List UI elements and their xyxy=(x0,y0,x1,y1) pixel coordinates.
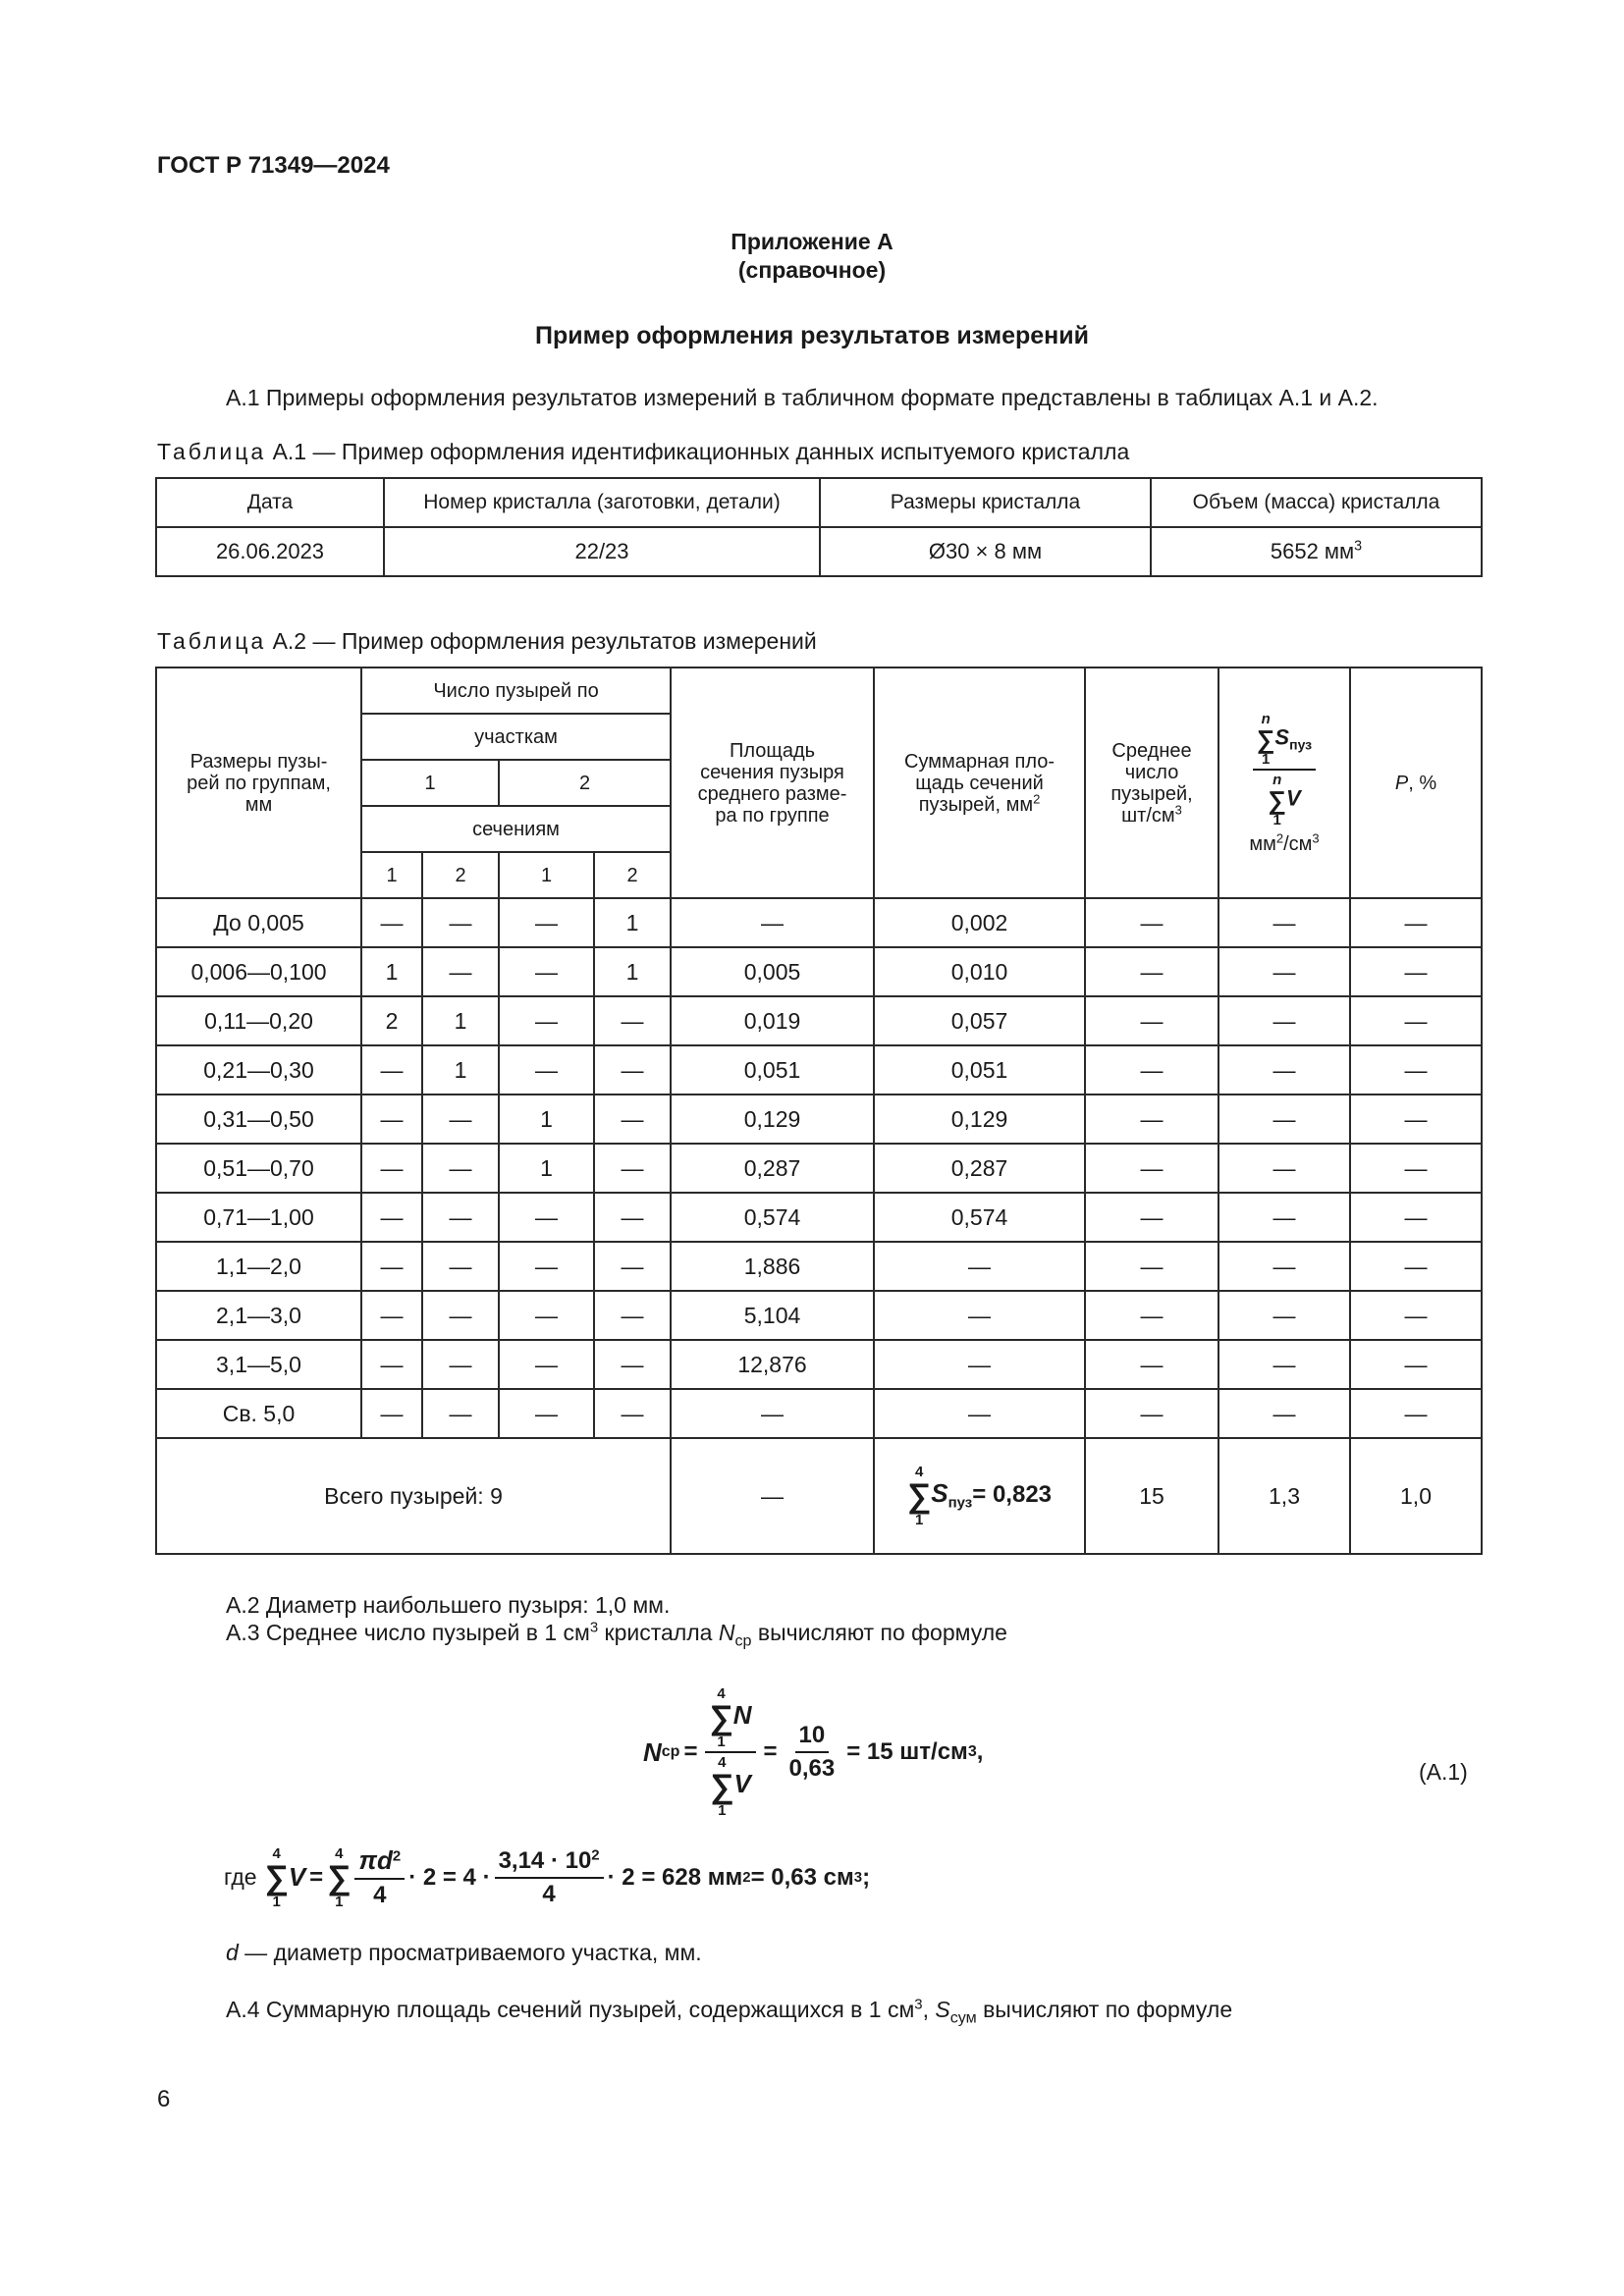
formula-lhs: N xyxy=(643,1736,662,1767)
table1-data-row xyxy=(156,527,1482,576)
sum-lower: 1 xyxy=(1261,750,1271,768)
table-row xyxy=(156,1045,1482,1095)
table1-cell xyxy=(1151,527,1482,576)
ratio-unit xyxy=(1219,829,1349,855)
sum-symbol xyxy=(907,1465,931,1527)
table-cell: — xyxy=(1085,1095,1218,1144)
table-cell: — xyxy=(1350,1340,1482,1389)
table-cell: 0,129 xyxy=(874,1095,1085,1144)
table2-header-ratio xyxy=(1218,667,1350,898)
header-line: пузырей, xyxy=(1110,782,1193,805)
table-cell: До 0,005 xyxy=(156,898,361,947)
table-cell: — xyxy=(874,1291,1085,1340)
fraction-numerator: 10 xyxy=(795,1722,830,1753)
unit-sup: 2 xyxy=(1275,829,1284,845)
sum-var: S xyxy=(931,1478,948,1509)
table-cell: — xyxy=(361,1340,422,1389)
table-cell: — xyxy=(1350,996,1482,1045)
header-line: ра по группе xyxy=(715,804,830,827)
table1-volume: 5652 мм xyxy=(1270,539,1355,563)
table1-cell: 22/23 xyxy=(384,527,820,576)
table-cell: — xyxy=(422,1144,499,1193)
paragraph-a3 xyxy=(157,1619,1479,1650)
a4-var: S xyxy=(935,1997,950,2022)
table-row xyxy=(156,996,1482,1045)
table2-header-average xyxy=(1085,667,1218,898)
header-line: щадь сечений xyxy=(915,772,1044,794)
where-word: где xyxy=(224,1864,257,1890)
header-text: шт/см xyxy=(1121,804,1175,827)
p-letter: P xyxy=(1394,772,1409,794)
table-cell: — xyxy=(874,1340,1085,1389)
table-cell: — xyxy=(1350,1144,1482,1193)
table-row xyxy=(156,898,1482,947)
formula-sup: 2 xyxy=(591,1845,600,1863)
table-cell: 0,002 xyxy=(874,898,1085,947)
a3-var: N xyxy=(718,1620,735,1645)
table1-volume-sup: 3 xyxy=(1354,538,1363,555)
table-cell: — xyxy=(422,898,499,947)
ratio-s: S xyxy=(1274,723,1290,749)
formula-result: = 15 шт/см xyxy=(846,1738,968,1765)
table-cell: 3,1—5,0 xyxy=(156,1340,361,1389)
unit-sup: 3 xyxy=(1312,829,1320,845)
sigma-icon: ∑ xyxy=(1256,723,1275,754)
sum-upper: 4 xyxy=(272,1844,281,1862)
table-cell: — xyxy=(361,1193,422,1242)
paragraph-a1 xyxy=(157,384,1479,411)
table-cell: — xyxy=(499,1193,594,1242)
table-cell: — xyxy=(361,1095,422,1144)
table-cell: — xyxy=(1350,1242,1482,1291)
table1-header: Размеры кристалла xyxy=(820,478,1151,527)
table-cell: Св. 5,0 xyxy=(156,1389,361,1438)
table2-header-count: Число пузырей по xyxy=(361,667,671,714)
table-cell: 1 xyxy=(361,947,422,996)
table-cell: — xyxy=(671,1389,874,1438)
table-cell: — xyxy=(1085,1193,1218,1242)
table2-header-area-1: 1 xyxy=(361,760,499,806)
fraction-numerator xyxy=(705,1686,755,1753)
table-cell: — xyxy=(1218,1144,1350,1193)
table2-caption xyxy=(157,627,1479,655)
sum-symbol xyxy=(710,1755,733,1818)
sum-upper: 4 xyxy=(914,1464,924,1480)
table-cell: — xyxy=(422,1340,499,1389)
sum-upper: 4 xyxy=(718,1754,727,1771)
table-cell: — xyxy=(1350,1095,1482,1144)
table-cell: — xyxy=(594,1095,671,1144)
table-cell: — xyxy=(594,1389,671,1438)
table-cell: — xyxy=(499,898,594,947)
table1-header: Дата xyxy=(156,478,384,527)
table-cell: — xyxy=(1218,1095,1350,1144)
table-cell: — xyxy=(422,1389,499,1438)
header-line: число xyxy=(1124,761,1179,783)
table2-header-section: 1 xyxy=(361,852,422,898)
table-row xyxy=(156,947,1482,996)
formula-a1: N ср = 4 ∑ 1 N 4 ∑ 1 V = $\frac{10}{0,63}$ = 15 шт/см 3 , xyxy=(643,1685,984,1819)
table-cell: — xyxy=(1350,1389,1482,1438)
table-cell: 0,129 xyxy=(671,1095,874,1144)
appendix-title: Приложение А xyxy=(731,229,893,254)
table-cell: — xyxy=(1350,1193,1482,1242)
table-cell: — xyxy=(361,1144,422,1193)
table-cell: — xyxy=(594,1340,671,1389)
table-cell: — xyxy=(361,1242,422,1291)
formula-where: где 4 ∑ 1 V = 4 ∑ 1 $\frac{\pi d^2}{4}$ · 2 = 4 · $\frac{3,14 \cdot 10^2}{4}$ · 2 = 628 мм 2 = 0,63 см 3 ; xyxy=(224,1844,871,1910)
sum-var-sub: пуз xyxy=(947,1494,973,1512)
table-cell: — xyxy=(1085,1045,1218,1095)
a4-sup: 3 xyxy=(914,1996,923,2013)
formula-fraction-2 xyxy=(785,1722,839,1783)
table-row xyxy=(156,1144,1482,1193)
fraction-denominator: 0,63 xyxy=(788,1755,836,1782)
paragraph-a4 xyxy=(157,1996,1479,2027)
fraction-denominator: 4 xyxy=(373,1882,387,1908)
table-cell: 0,21—0,30 xyxy=(156,1045,361,1095)
table-cell: 0,005 xyxy=(671,947,874,996)
table-cell: 2,1—3,0 xyxy=(156,1291,361,1340)
d-var: d xyxy=(226,1940,239,1965)
table-cell: — xyxy=(422,1095,499,1144)
sum-symbol xyxy=(265,1846,289,1909)
header-line xyxy=(875,790,1084,816)
table-cell: — xyxy=(1218,1291,1350,1340)
appendix-note: (справочное) xyxy=(737,257,887,283)
header-text: пузырей, мм xyxy=(918,793,1034,816)
sigma-icon: ∑ xyxy=(907,1477,932,1515)
sigma-icon: ∑ xyxy=(264,1858,289,1896)
table-cell: — xyxy=(671,898,874,947)
a4-var-sub: сум xyxy=(949,2008,977,2027)
table-cell: 0,574 xyxy=(671,1193,874,1242)
table-cell: — xyxy=(874,1242,1085,1291)
total-sum xyxy=(874,1438,1085,1554)
table-cell: 0,051 xyxy=(671,1045,874,1095)
table-cell: — xyxy=(1085,1144,1218,1193)
sum-lower: 1 xyxy=(718,1802,727,1819)
table-cell: 1 xyxy=(422,996,499,1045)
table-cell: — xyxy=(1218,1242,1350,1291)
table2-header-area xyxy=(671,667,874,898)
formula-result: = 0,63 см xyxy=(750,1863,854,1891)
table-cell: — xyxy=(1085,898,1218,947)
ratio-s-sub: пуз xyxy=(1289,735,1313,752)
table-cell: — xyxy=(594,1242,671,1291)
table-cell: 0,574 xyxy=(874,1193,1085,1242)
unit-text: /см xyxy=(1283,832,1313,855)
page-number: 6 xyxy=(157,2086,171,2112)
table-cell: — xyxy=(1085,1340,1218,1389)
formula-fraction-1 xyxy=(705,1686,755,1818)
table2-header-section: 2 xyxy=(422,852,499,898)
d-definition xyxy=(226,1939,1479,1966)
header-line: Суммарная пло- xyxy=(904,750,1056,773)
table2-header-section: 2 xyxy=(594,852,671,898)
table2-header-area-2: 2 xyxy=(499,760,671,806)
table-cell: 1 xyxy=(499,1095,594,1144)
formula-var: V xyxy=(288,1862,306,1892)
header-line: Размеры пузы- xyxy=(189,750,328,773)
formula-sup: 2 xyxy=(392,1847,402,1865)
a3-text: А.3 Среднее число пузырей в 1 см xyxy=(226,1620,590,1645)
formula-eq: = xyxy=(683,1738,698,1765)
table-cell: 1 xyxy=(422,1045,499,1095)
paragraph-a1-text: А.1 Примеры оформления результатов измерений в табличном формате представлены в таблицах А.1 и А.2. xyxy=(226,385,1379,410)
header-sup: 2 xyxy=(1033,790,1041,806)
table-cell: 1 xyxy=(499,1144,594,1193)
table-cell: — xyxy=(1085,996,1218,1045)
table-cell: — xyxy=(1085,947,1218,996)
table-cell: 0,287 xyxy=(671,1144,874,1193)
table-cell: — xyxy=(594,996,671,1045)
ratio-v: V xyxy=(1285,784,1301,810)
table2-total-row xyxy=(156,1438,1482,1554)
table-cell: — xyxy=(1350,1045,1482,1095)
sum-lower: 1 xyxy=(717,1734,726,1750)
table-cell: 0,71—1,00 xyxy=(156,1193,361,1242)
table-cell: — xyxy=(1085,1389,1218,1438)
table-cell: — xyxy=(1218,996,1350,1045)
fraction-numerator xyxy=(495,1847,604,1879)
table2-caption-word: Таблица xyxy=(157,628,267,654)
a3-text: кристалла xyxy=(598,1620,719,1645)
table-row xyxy=(156,1095,1482,1144)
table-cell: 5,104 xyxy=(671,1291,874,1340)
formula-comma: , xyxy=(976,1738,984,1765)
table-cell: — xyxy=(499,1340,594,1389)
table2-body xyxy=(156,898,1482,1438)
table-cell: — xyxy=(594,1045,671,1095)
table-cell: — xyxy=(499,1045,594,1095)
sigma-icon: ∑ xyxy=(709,1699,733,1736)
formula-fraction-pi xyxy=(354,1845,405,1909)
header-sup: 3 xyxy=(1174,801,1182,817)
sum-lower: 1 xyxy=(335,1893,344,1910)
table-cell: 2 xyxy=(361,996,422,1045)
sum-upper: n xyxy=(1261,710,1271,727)
formula-mult: · 2 = 4 · xyxy=(408,1863,491,1891)
table-cell: 0,010 xyxy=(874,947,1085,996)
header-line: сечения пузыря xyxy=(700,761,844,783)
table1-caption-word: Таблица xyxy=(157,439,267,464)
table1-header: Номер кристалла (заготовки, детали) xyxy=(384,478,820,527)
table-cell: 0,006—0,100 xyxy=(156,947,361,996)
table-cell: — xyxy=(361,1389,422,1438)
table-cell: — xyxy=(499,1389,594,1438)
sum-lower: 1 xyxy=(1272,811,1281,828)
fraction-denominator: 4 xyxy=(542,1880,556,1907)
total-area: — xyxy=(671,1438,874,1554)
table1-cell: Ø30 × 8 мм xyxy=(820,527,1151,576)
formula-pid: πd xyxy=(358,1845,393,1875)
table1-header-row xyxy=(156,478,1482,527)
table-cell: 1 xyxy=(594,947,671,996)
table2-header-row xyxy=(156,667,1482,714)
table1-cell: 26.06.2023 xyxy=(156,527,384,576)
sum-symbol xyxy=(1268,773,1286,828)
table2 xyxy=(155,667,1483,1555)
a4-text: вычисляют по формуле xyxy=(976,1997,1233,2022)
header-line: рей по группам, xyxy=(187,772,331,794)
header-line xyxy=(1086,801,1218,827)
a3-text: вычисляют по формуле xyxy=(751,1620,1007,1645)
total-ratio: 1,3 xyxy=(1218,1438,1350,1554)
total-average: 15 xyxy=(1085,1438,1218,1554)
header-line: мм xyxy=(244,793,273,816)
formula-eq: = xyxy=(763,1738,778,1765)
formula-num-text: 3,14 · 10 xyxy=(498,1846,592,1874)
sigma-icon: ∑ xyxy=(710,1768,734,1805)
table-cell: — xyxy=(1218,947,1350,996)
table-cell: — xyxy=(1218,1389,1350,1438)
table-cell: — xyxy=(1350,1291,1482,1340)
table2-header-section: 1 xyxy=(499,852,594,898)
table-cell: — xyxy=(499,947,594,996)
table-cell: 0,31—0,50 xyxy=(156,1095,361,1144)
table-row xyxy=(156,1193,1482,1242)
table-cell: 1,886 xyxy=(671,1242,874,1291)
table-cell: 1 xyxy=(594,898,671,947)
table2-header-sections: сечениям xyxy=(361,806,671,852)
sum-upper: 4 xyxy=(335,1844,344,1862)
table-cell: — xyxy=(422,1291,499,1340)
header-line: среднего разме- xyxy=(697,782,847,805)
appendix-heading: Пример оформления результатов измерений xyxy=(534,322,1090,349)
table-row xyxy=(156,1242,1482,1291)
table-cell: — xyxy=(422,1193,499,1242)
sum-symbol xyxy=(327,1846,351,1909)
table-cell: 0,11—0,20 xyxy=(156,996,361,1045)
table2-caption-text: А.2 — Пример оформления результатов измерений xyxy=(272,628,817,654)
header-line: Среднее xyxy=(1111,739,1192,762)
sum-symbol xyxy=(1257,712,1275,767)
paragraph-a2 xyxy=(157,1591,1479,1619)
table-cell: — xyxy=(594,1144,671,1193)
table-cell: — xyxy=(499,1242,594,1291)
table-cell: — xyxy=(499,1291,594,1340)
table-cell: — xyxy=(361,1291,422,1340)
table-cell: 0,051 xyxy=(874,1045,1085,1095)
table-cell: — xyxy=(499,996,594,1045)
table-cell: — xyxy=(1085,1242,1218,1291)
table-cell: — xyxy=(1218,1193,1350,1242)
table-cell: 0,057 xyxy=(874,996,1085,1045)
table-row xyxy=(156,1291,1482,1340)
sum-symbol xyxy=(709,1686,732,1749)
formula-semicolon: ; xyxy=(862,1863,871,1891)
paragraph-a2-text: А.2 Диаметр наибольшего пузыря: 1,0 мм. xyxy=(226,1592,671,1618)
formula-eq: = xyxy=(309,1863,324,1891)
ratio-formula xyxy=(1253,712,1316,828)
table-cell: 0,287 xyxy=(874,1144,1085,1193)
formula-fraction-num xyxy=(495,1847,604,1908)
total-p: 1,0 xyxy=(1350,1438,1482,1554)
fraction-numerator xyxy=(354,1845,405,1880)
table1-caption-text: А.1 — Пример оформления идентификационных данных испытуемого кристалла xyxy=(272,439,1130,464)
a3-sup: 3 xyxy=(589,1619,599,1636)
table1-header: Объем (масса) кристалла xyxy=(1151,478,1482,527)
table-cell: 12,876 xyxy=(671,1340,874,1389)
table-cell: — xyxy=(1350,947,1482,996)
table-cell: — xyxy=(874,1389,1085,1438)
ratio-denominator xyxy=(1264,771,1304,828)
table-cell: — xyxy=(422,1242,499,1291)
sum-upper: 4 xyxy=(717,1685,726,1702)
a4-text: А.4 Суммарную площадь сечений пузырей, содержащихся в 1 см xyxy=(226,1997,915,2022)
table2-header-p xyxy=(1350,667,1482,898)
table-cell: 0,019 xyxy=(671,996,874,1045)
p-unit: , % xyxy=(1408,772,1437,794)
document-code: ГОСТ Р 71349—2024 xyxy=(157,152,390,179)
fraction-denominator xyxy=(706,1753,755,1818)
table-cell: 1,1—2,0 xyxy=(156,1242,361,1291)
sum-upper: n xyxy=(1272,771,1282,788)
a3-var-sub: ср xyxy=(734,1631,752,1650)
table2-header-sizes xyxy=(156,667,361,898)
table-row xyxy=(156,1340,1482,1389)
sigma-icon: ∑ xyxy=(327,1858,352,1896)
formula-a1-label: (А.1) xyxy=(1419,1759,1468,1785)
header-line: Площадь xyxy=(729,739,816,762)
sum-lower: 1 xyxy=(914,1512,924,1528)
table1 xyxy=(155,477,1483,577)
table-cell: — xyxy=(361,898,422,947)
table-row xyxy=(156,1389,1482,1438)
unit-text: мм xyxy=(1249,832,1276,855)
table-cell: — xyxy=(594,1193,671,1242)
table-cell: — xyxy=(594,1291,671,1340)
sum-lower: 1 xyxy=(272,1893,281,1910)
d-text: — диаметр просматриваемого участка, мм. xyxy=(238,1940,702,1965)
formula-var: V xyxy=(733,1769,751,1799)
sigma-icon: ∑ xyxy=(1268,784,1286,815)
formula-var: N xyxy=(732,1700,752,1731)
ratio-numerator xyxy=(1253,712,1316,771)
table-cell: 0,51—0,70 xyxy=(156,1144,361,1193)
table-cell: — xyxy=(1085,1291,1218,1340)
table2-header-areas: участкам xyxy=(361,714,671,760)
table2-header-total-area xyxy=(874,667,1085,898)
table1-caption xyxy=(157,438,1479,465)
table-cell: — xyxy=(422,947,499,996)
table-cell: — xyxy=(1218,1340,1350,1389)
table-cell: — xyxy=(1218,1045,1350,1095)
table-cell: — xyxy=(1350,898,1482,947)
sum-value: = 0,823 xyxy=(972,1481,1053,1509)
total-label: Всего пузырей: 9 xyxy=(156,1438,671,1554)
a4-text: , xyxy=(922,1997,936,2022)
table-cell: — xyxy=(361,1045,422,1095)
formula-mult: · 2 = 628 мм xyxy=(607,1863,743,1891)
table-cell: — xyxy=(1218,898,1350,947)
